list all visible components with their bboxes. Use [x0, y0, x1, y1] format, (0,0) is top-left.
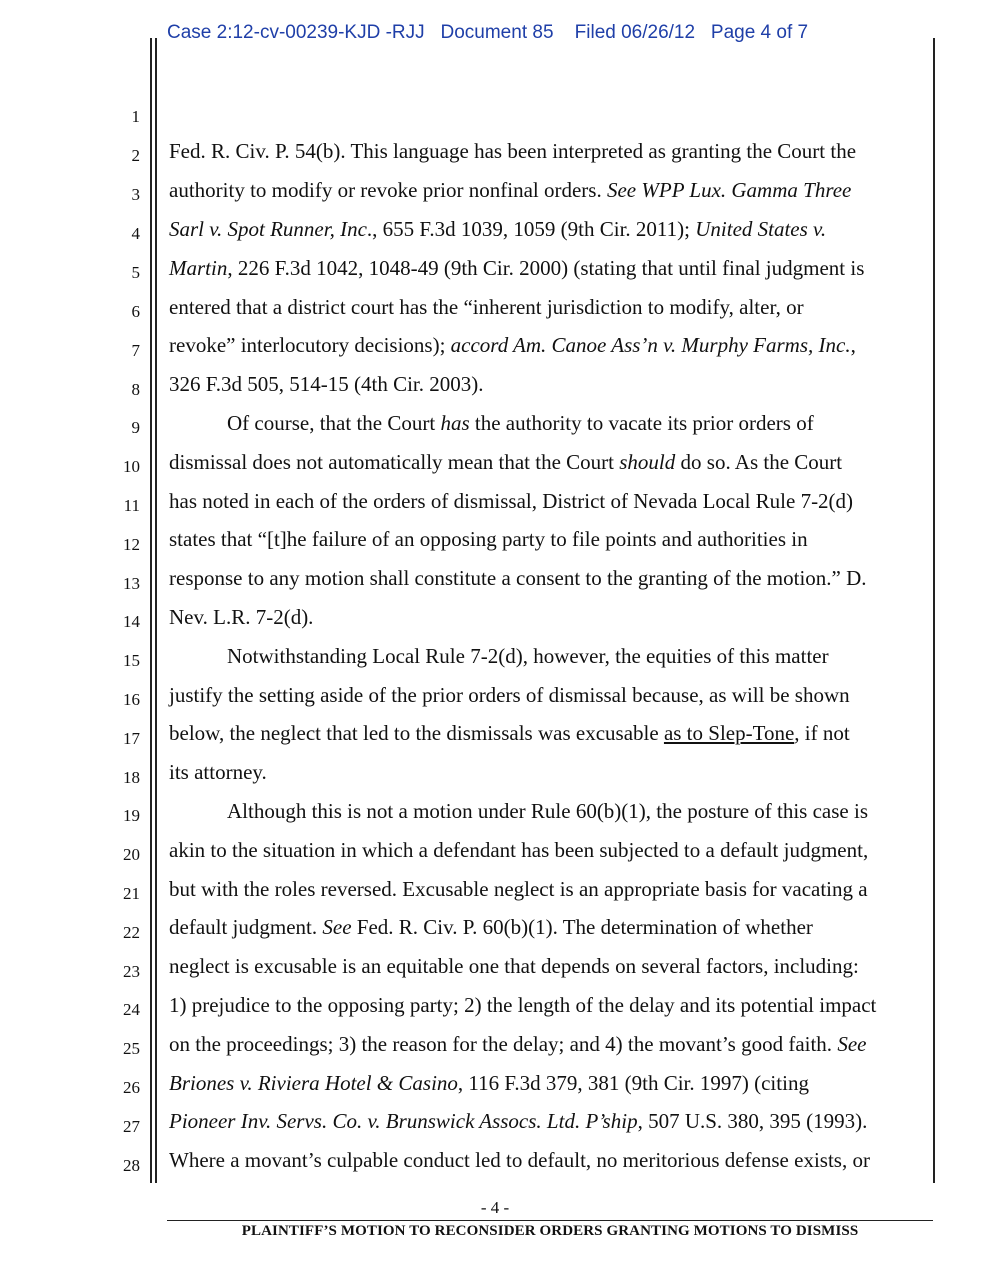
footer-title: PLAINTIFF’S MOTION TO RECONSIDER ORDERS GRANTING MOTIONS TO DISMISS: [241, 1223, 859, 1239]
text-span: , 226 F.3d 1042, 1048-49 (9th Cir. 2000) (stating that until final judgment is: [227, 256, 865, 280]
left-margin-rule-inner: [155, 38, 157, 1183]
line-number: 13: [123, 574, 140, 593]
text-line-18: its attorney.: [169, 760, 267, 784]
line-number: 24: [123, 1000, 140, 1019]
text-span: Of course, that the Court: [227, 411, 441, 435]
underlined-text: as to Slep-Tone: [663, 721, 795, 745]
text-span: , 507 U.S. 380, 395 (1993).: [637, 1109, 868, 1133]
text-line-14: Nev. L.R. 7-2(d).: [169, 605, 314, 629]
text-line-25: [169, 1031, 934, 1057]
left-margin-rule-outer: [150, 38, 152, 1183]
text-line-12: states that “[t]he failure of an opposing party to file points and authorities in: [169, 527, 808, 551]
text-line-27: [169, 1108, 934, 1134]
line-number: 16: [123, 690, 140, 709]
text-line-9: [169, 410, 990, 436]
text-span: dismissal does not automatically mean that the Court: [169, 450, 620, 474]
case-header: [167, 22, 808, 44]
text-line-23: neglect is excusable is an equitable one that depends on several factors, including:: [169, 954, 859, 978]
text-line-6: entered that a district court has the “inherent jurisdiction to modify, alter, or: [169, 295, 804, 319]
text-span: , if not: [794, 721, 850, 745]
page-number: - 4 -: [480, 1198, 510, 1217]
text-line-24: 1) prejudice to the opposing party; 2) the length of the delay and its potential impact: [169, 993, 877, 1017]
text-span: ,: [850, 333, 856, 357]
text-line-17: [169, 720, 934, 746]
filed-date: Filed 06/26/12: [574, 22, 696, 43]
text-line-3: [169, 177, 934, 203]
text-line-5: [169, 255, 934, 281]
text-span: do so. As the Court: [675, 450, 843, 474]
line-number: 28: [123, 1156, 140, 1175]
line-number: 17: [123, 729, 140, 748]
case-citation: See WPP Lux. Gamma Three: [606, 178, 852, 202]
case-number: Case 2:12-cv-00239-KJD -RJJ: [167, 22, 425, 43]
footer-rule: [167, 1220, 933, 1221]
text-line-22: [169, 914, 934, 940]
text-span: the authority to vacate its prior orders of: [469, 411, 814, 435]
line-number: 25: [123, 1039, 140, 1058]
line-number: 20: [123, 845, 140, 864]
line-number: 5: [131, 263, 140, 282]
text-line-21: but with the roles reversed. Excusable neglect is an appropriate basis for vacating a: [169, 877, 868, 901]
emphasis: has: [440, 411, 470, 435]
text-line-28: Where a movant’s culpable conduct led to default, no meritorious defense exists, or: [169, 1148, 870, 1172]
text-line-8: 326 F.3d 505, 514-15 (4th Cir. 2003).: [169, 372, 484, 396]
case-citation: Martin: [169, 256, 228, 280]
line-number: 9: [131, 418, 140, 437]
text-line-16: justify the setting aside of the prior orders of dismissal because, as will be shown: [169, 683, 850, 707]
text-span: ., 655 F.3d 1039, 1059 (9th Cir. 2011);: [366, 217, 696, 241]
line-number: 19: [123, 806, 140, 825]
page-indicator: Page 4 of 7: [710, 22, 809, 43]
case-citation: United States v.: [695, 217, 827, 241]
line-number: 22: [123, 923, 140, 942]
text-span: below, the neglect that led to the dismissals was excusable: [169, 721, 664, 745]
text-line-26: [169, 1070, 934, 1096]
text-line-20: akin to the situation in which a defendant has been subjected to a default judgment,: [169, 838, 869, 862]
case-citation: Briones v. Riviera Hotel & Casino: [169, 1071, 458, 1095]
text-span: default judgment.: [169, 915, 323, 939]
line-number: 6: [131, 302, 140, 321]
document-number: Document 85: [440, 22, 554, 43]
text-span: authority to modify or revoke prior nonfinal orders.: [169, 178, 607, 202]
text-line-10: [169, 449, 934, 475]
line-number: 3: [131, 185, 140, 204]
line-number: 15: [123, 651, 140, 670]
case-citation: Pioneer Inv. Servs. Co. v. Brunswick Assocs. Ltd. P’ship: [169, 1109, 638, 1133]
text-span: Fed. R. Civ. P. 60(b)(1). The determination of whether: [351, 915, 813, 939]
line-number: 7: [131, 341, 140, 360]
signal-word: See: [837, 1032, 867, 1056]
line-number: 2: [131, 146, 140, 165]
line-number: 8: [131, 380, 140, 399]
text-line-15: Notwithstanding Local Rule 7-2(d), however, the equities of this matter: [227, 644, 829, 668]
line-number: 4: [131, 224, 140, 243]
line-number: 27: [123, 1117, 140, 1136]
text-line-13: response to any motion shall constitute a consent to the granting of the motion.” D.: [169, 566, 867, 590]
emphasis: should: [619, 450, 676, 474]
text-line-7: [169, 332, 934, 358]
line-number: 18: [123, 768, 140, 787]
text-line-19: Although this is not a motion under Rule 60(b)(1), the posture of this case is: [227, 799, 868, 823]
text-span: on the proceedings; 3) the reason for the delay; and 4) the movant’s good faith.: [169, 1032, 838, 1056]
signal-word: See: [322, 915, 352, 939]
line-number: 26: [123, 1078, 140, 1097]
text-line-2: Fed. R. Civ. P. 54(b). This language has been interpreted as granting the Court the: [169, 139, 857, 163]
case-citation: Sarl v. Spot Runner, Inc: [169, 217, 367, 241]
line-number: 1: [131, 107, 140, 126]
line-number: 11: [123, 496, 140, 515]
text-line-4: [169, 216, 934, 242]
case-citation: accord Am. Canoe Ass’n v. Murphy Farms, Inc.: [450, 333, 851, 357]
text-span: , 116 F.3d 379, 381 (9th Cir. 1997) (citing: [457, 1071, 809, 1095]
line-number: 12: [123, 535, 140, 554]
line-number: 10: [123, 457, 140, 476]
line-number: 14: [123, 612, 140, 631]
line-number: 23: [123, 962, 140, 981]
text-line-11: has noted in each of the orders of dismissal, District of Nevada Local Rule 7-2(d): [169, 489, 854, 513]
line-number: 21: [123, 884, 140, 903]
text-span: revoke” interlocutory decisions);: [169, 333, 451, 357]
